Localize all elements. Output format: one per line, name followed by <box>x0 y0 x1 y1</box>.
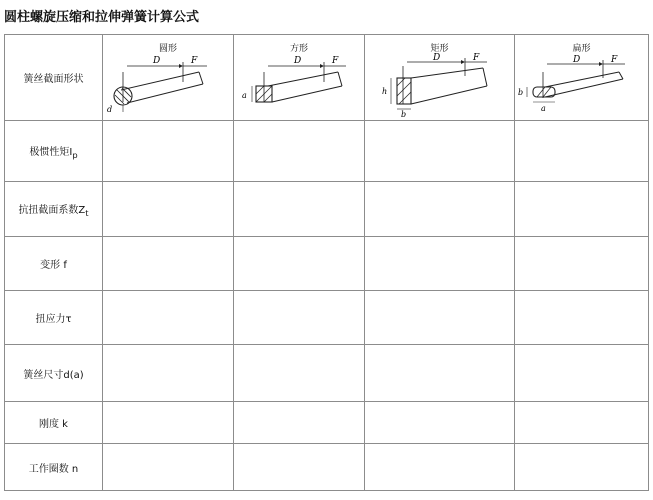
row-section-shape <box>5 35 649 121</box>
diagram-label-f-square: F <box>332 55 339 66</box>
formula-stress-rect <box>365 291 515 345</box>
page-title: 圆柱螺旋压缩和拉伸弹簧计算公式 <box>4 10 200 25</box>
row-label-size: 簧丝尺寸d(a) <box>5 345 103 402</box>
row-coils <box>5 444 649 491</box>
formula-stress-flat <box>515 291 649 345</box>
formula-stiffness-square <box>234 402 365 444</box>
shape-label-square: 方形 <box>289 43 308 54</box>
spring-formula-table <box>4 34 649 491</box>
formula-deform-flat <box>515 237 649 291</box>
row-stiffness <box>5 402 649 444</box>
formula-inertia-flat <box>515 121 649 182</box>
formula-stiffness-rect <box>365 402 515 444</box>
formula-size-round <box>103 345 234 402</box>
formula-inertia-square <box>234 121 365 182</box>
diagram-label-d-rect: D <box>433 52 441 63</box>
formula-stress-round <box>103 291 234 345</box>
diagram-label-d-round: D <box>153 55 161 66</box>
row-label-coils: 工作圈数 n <box>5 444 103 491</box>
diagram-label-d-flat: D <box>573 54 581 65</box>
square-wire-diagram <box>234 52 365 118</box>
shape-cell-round <box>103 35 234 121</box>
formula-stiffness-round <box>103 402 234 444</box>
shape-cell-rect <box>365 35 515 121</box>
formula-torsion-flat <box>515 182 649 237</box>
shape-cell-flat <box>515 35 649 121</box>
formula-size-flat <box>515 345 649 402</box>
row-torsion <box>5 182 649 237</box>
row-label-stiffness: 刚度 k <box>5 402 103 444</box>
diagram-label-f-rect: F <box>473 52 480 63</box>
formula-coils-rect <box>365 444 515 491</box>
formula-stiffness-flat <box>515 402 649 444</box>
shape-cell-square <box>234 35 365 121</box>
rect-wire-diagram <box>365 52 515 118</box>
row-label-torsion: 抗扭截面系数$Z_t$ <box>5 182 103 237</box>
formula-torsion-square <box>234 182 365 237</box>
formula-size-square <box>234 345 365 402</box>
diagram-label-bottom-rect: b <box>401 109 407 118</box>
formula-deform-square <box>234 237 365 291</box>
diagram-label-f-round: F <box>191 55 198 66</box>
row-size <box>5 345 649 402</box>
round-wire-diagram <box>103 52 234 118</box>
formula-size-rect <box>365 345 515 402</box>
formula-coils-flat <box>515 444 649 491</box>
formula-torsion-round <box>103 182 234 237</box>
flat-wire-diagram <box>515 52 649 118</box>
row-label-inertia: 极惯性矩$I_p$ <box>5 121 103 182</box>
diagram-label-side-round: d <box>107 104 113 114</box>
row-label-section: 簧丝截面形状 <box>5 35 103 121</box>
formula-deform-rect <box>365 237 515 291</box>
diagram-label-side-flat: b <box>518 87 524 97</box>
formula-inertia-rect <box>365 121 515 182</box>
diagram-label-f-flat: F <box>611 54 618 65</box>
row-stress <box>5 291 649 345</box>
row-deform <box>5 237 649 291</box>
diagram-label-side-rect: h <box>382 86 388 96</box>
diagram-label-bottom-flat: a <box>541 103 546 113</box>
formula-coils-square <box>234 444 365 491</box>
shape-label-flat: 扁形 <box>572 43 591 54</box>
row-label-deform: 变形 f <box>5 237 103 291</box>
formula-deform-round <box>103 237 234 291</box>
formula-torsion-rect <box>365 182 515 237</box>
diagram-label-side-square: a <box>242 90 247 100</box>
shape-label-round: 圆形 <box>158 43 177 54</box>
formula-inertia-round <box>103 121 234 182</box>
row-inertia <box>5 121 649 182</box>
diagram-label-d-square: D <box>294 55 302 66</box>
row-label-stress: 扭应力τ <box>5 291 103 345</box>
formula-stress-square <box>234 291 365 345</box>
shape-label-rect: 矩形 <box>430 43 449 54</box>
formula-coils-round <box>103 444 234 491</box>
